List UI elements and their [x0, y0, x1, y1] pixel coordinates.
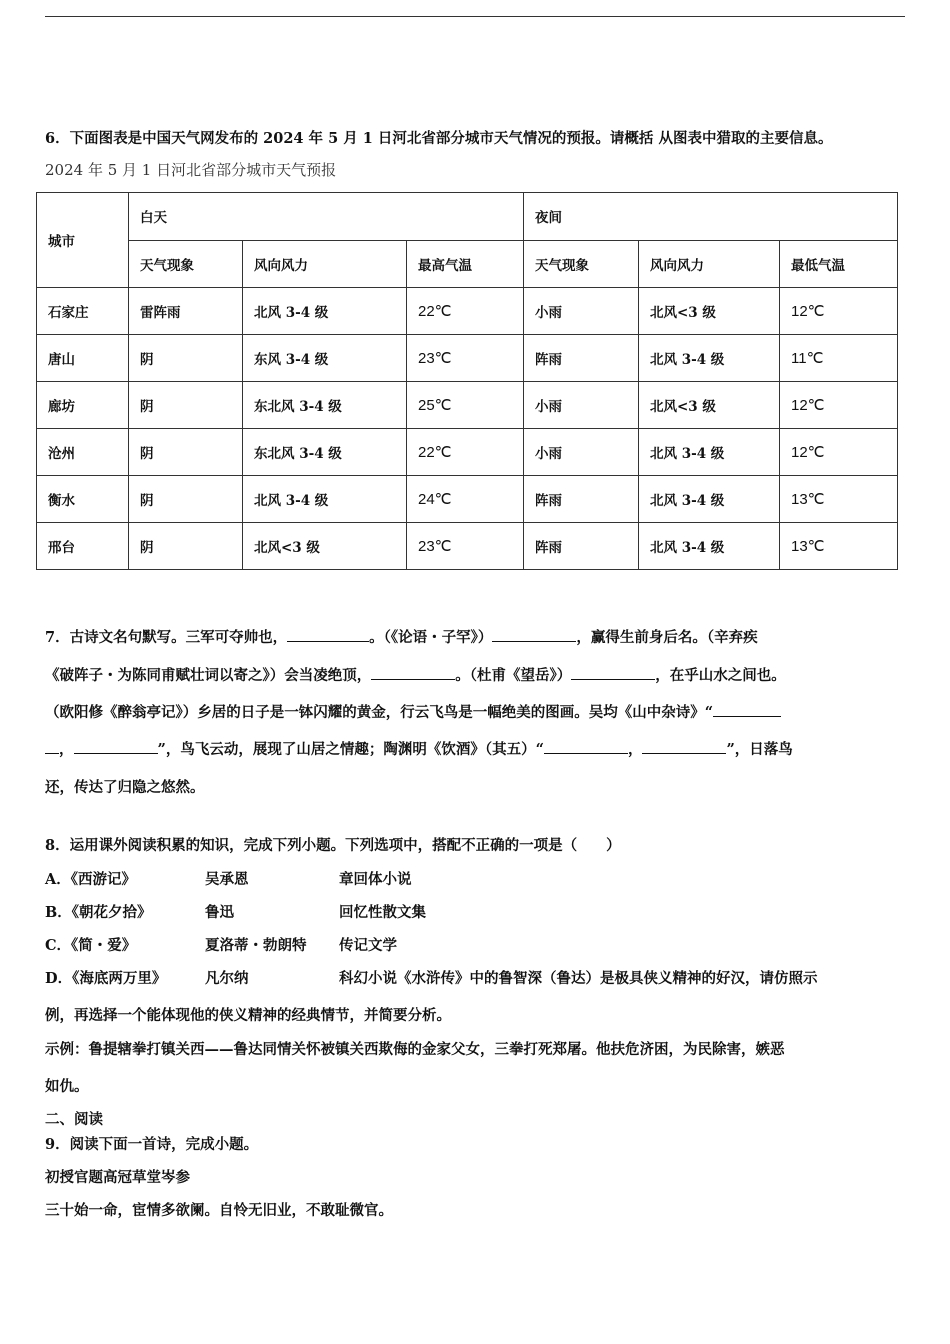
answer-blank[interactable]	[287, 627, 369, 642]
cell-day-wind: 东北风 3-4 级	[243, 429, 407, 476]
cell-day-weather: 阴	[129, 382, 243, 429]
cell-night-weather: 阵雨	[524, 335, 639, 382]
poem-line-1: 三十始一命，宦情多欲阑。自怜无旧业，不敢耻微官。	[45, 1202, 393, 1219]
cell-day-weather: 阴	[129, 335, 243, 382]
option-d-author: 凡尔纳	[205, 970, 249, 987]
table-row	[37, 335, 898, 382]
cell-city: 廊坊	[37, 382, 129, 429]
option-b-genre: 回忆性散文集	[339, 904, 426, 921]
cell-night-weather: 阵雨	[524, 476, 639, 523]
cell-night-wind: 北风<3 级	[639, 382, 780, 429]
cell-day-weather: 阴	[129, 429, 243, 476]
cell-low: 13℃	[780, 476, 898, 523]
cell-night-wind: 北风 3-4 级	[639, 429, 780, 476]
cell-low: 11℃	[780, 335, 898, 382]
cell-low: 12℃	[780, 429, 898, 476]
cell-day-wind: 北风<3 级	[243, 523, 407, 570]
table-row	[37, 382, 898, 429]
cell-low: 13℃	[780, 523, 898, 570]
answer-blank[interactable]	[45, 739, 59, 754]
subheader: 最高气温	[407, 240, 524, 288]
poem-title: 初授官题高冠草堂岑参	[45, 1169, 190, 1186]
option-b-label: B．《朝花夕拾》	[45, 904, 152, 921]
answer-blank[interactable]	[642, 739, 726, 754]
cell-high: 24℃	[407, 476, 524, 523]
question-7-line-5: 还，传达了归隐之悠然。	[45, 779, 205, 796]
cell-night-weather: 小雨	[524, 429, 639, 476]
example-line-2: 如仇。	[45, 1078, 89, 1095]
option-c-author: 夏洛蒂・勃朗特	[205, 937, 307, 954]
cell-night-wind: 北风 3-4 级	[639, 335, 780, 382]
question-7-line-2: 《破阵子・为陈同甫赋壮词以寄之》）会当凌绝顶， 。（杜甫《望岳》） ，在乎山水之间也。	[45, 667, 786, 684]
cell-high: 22℃	[407, 429, 524, 476]
cell-night-weather: 小雨	[524, 382, 639, 429]
cell-low: 12℃	[780, 382, 898, 429]
table-row	[37, 476, 898, 523]
header-night: 夜间	[524, 193, 898, 241]
header-city: 城市	[37, 193, 129, 288]
cell-day-wind: 北风 3-4 级	[243, 288, 407, 335]
option-a-genre: 章回体小说	[339, 871, 412, 888]
subheader: 天气现象	[129, 240, 243, 288]
cell-day-wind: 北风 3-4 级	[243, 476, 407, 523]
question-8-continuation: 例，再选择一个能体现他的侠义精神的经典情节，并简要分析。	[45, 1007, 451, 1024]
question-7-line-4: ， ”，鸟飞云动，展现了山居之情趣；陶渊明《饮酒》（其五）“ ， ”，日落鸟	[45, 738, 793, 759]
section-heading: 二、阅读	[45, 1111, 103, 1128]
weather-forecast-table	[36, 192, 898, 570]
answer-blank[interactable]	[74, 739, 158, 754]
cell-high: 23℃	[407, 335, 524, 382]
question-7-line-3: （欧阳修《醉翁亭记》）乡居的日子是一钵闪耀的黄金，行云飞鸟是一幅绝美的图画。吴均《山中杂诗》“	[45, 701, 781, 722]
answer-blank[interactable]	[371, 665, 455, 680]
option-b-author: 鲁迅	[205, 904, 234, 921]
table-row	[37, 288, 898, 335]
table-caption: 2024 年 5 月 1 日河北省部分城市天气预报	[45, 161, 337, 179]
cell-night-wind: 北风 3-4 级	[639, 523, 780, 570]
answer-blank[interactable]	[492, 627, 576, 642]
question-9-stem: 9．阅读下面一首诗，完成小题。	[45, 1136, 259, 1153]
cell-city: 石家庄	[37, 288, 129, 335]
option-a-label: A．《西游记》	[45, 871, 136, 888]
question-8-stem: 8．运用课外阅读积累的知识，完成下列小题。下列选项中，搭配不正确的一项是（ ）	[45, 837, 621, 854]
answer-blank[interactable]	[571, 665, 655, 680]
cell-day-weather: 阴	[129, 523, 243, 570]
subheader: 风向风力	[243, 240, 407, 288]
header-day: 白天	[129, 193, 524, 241]
option-c-genre: 传记文学	[339, 937, 397, 954]
table-row	[37, 429, 898, 476]
cell-day-weather: 阴	[129, 476, 243, 523]
cell-low: 12℃	[780, 288, 898, 335]
subheader: 风向风力	[639, 240, 780, 288]
cell-night-wind: 北风 3-4 级	[639, 476, 780, 523]
option-a-author: 吴承恩	[205, 871, 249, 888]
subheader: 最低气温	[780, 240, 898, 288]
cell-day-wind: 东北风 3-4 级	[243, 382, 407, 429]
cell-high: 22℃	[407, 288, 524, 335]
question-6-stem: 6．下面图表是中国天气网发布的 2024 年 5 月 1 日河北省部分城市天气情况的预报。请概括 从图表中猎取的主要信息。	[45, 130, 833, 147]
option-d-label: D．《海底两万里》	[45, 970, 167, 987]
cell-city: 唐山	[37, 335, 129, 382]
answer-blank[interactable]	[713, 702, 781, 717]
cell-high: 23℃	[407, 523, 524, 570]
cell-city: 邢台	[37, 523, 129, 570]
option-c-label: C．《简・爱》	[45, 937, 137, 954]
cell-city: 沧州	[37, 429, 129, 476]
option-d-genre: 科幻小说《水浒传》中的鲁智深（鲁达）是极具侠义精神的好汉，请仿照示	[339, 970, 818, 987]
cell-day-weather: 雷阵雨	[129, 288, 243, 335]
example-line-1: 示例：鲁提辖拳打镇关西——鲁达同情关怀被镇关西欺侮的金家父女，三拳打死郑屠。他扶危济困，为民除害，嫉恶	[45, 1041, 785, 1058]
cell-night-weather: 小雨	[524, 288, 639, 335]
cell-day-wind: 东风 3-4 级	[243, 335, 407, 382]
subheader: 天气现象	[524, 240, 639, 288]
question-7-line-1: 7．古诗文名句默写。三军可夺帅也， 。（《论语・子罕》） ，赢得生前身后名。（辛弃疾	[45, 629, 758, 646]
cell-high: 25℃	[407, 382, 524, 429]
page-top-rule	[45, 16, 905, 17]
cell-night-wind: 北风<3 级	[639, 288, 780, 335]
answer-blank[interactable]	[544, 739, 628, 754]
cell-city: 衡水	[37, 476, 129, 523]
cell-night-weather: 阵雨	[524, 523, 639, 570]
table-row	[37, 523, 898, 570]
